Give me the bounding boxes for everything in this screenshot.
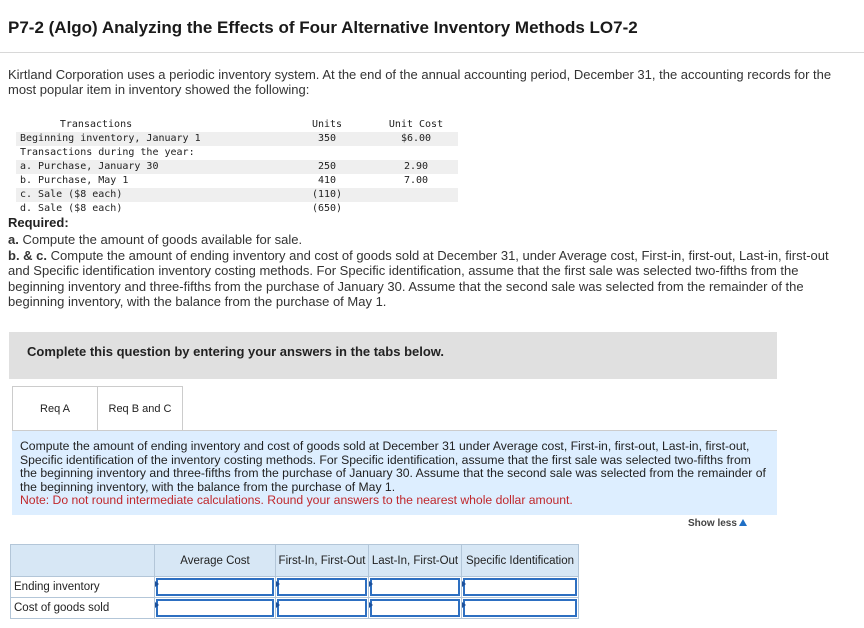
transaction-row [16,146,458,160]
transaction-row [16,174,458,188]
ending-inventory-fifo-cell [276,577,369,598]
page-title: P7-2 (Algo) Analyzing the Effects of Four Alternative Inventory Methods LO7-2 [8,18,638,37]
transactions-table [16,118,458,216]
transaction-units: 350 [317,133,337,144]
show-less-label: Show less [688,518,737,529]
transaction-cost: 2.90 [403,161,429,172]
caret-icon [155,602,159,608]
col-lifo: Last-In, First-Out [369,545,462,577]
panel-instructions: Compute the amount of ending inventory and cost of goods sold at December 31 under Average cost, First-in, first-out, Last-in, first-out, Specific identification of the inventory costing methods. For Specific identification, assume that the first sale was selected two-fifths from the beginning inventory and three-fifths from the purchase of January 30. Assume that the second sale was selected from the remainder of the beginning inventory, with the balance from the purchase of May 1. [20,439,766,494]
caret-icon [369,581,373,587]
transaction-desc: d. Sale ($8 each) [20,203,123,214]
transaction-desc: Transactions during the year: [20,147,195,158]
transaction-units: (650) [311,203,343,214]
panel-note: Note: Do not round intermediate calculations. Round your answers to the nearest whole dollar amount. [20,493,573,507]
unit-cost-header: Unit Cost [388,119,444,130]
answer-table [10,544,579,619]
ending-inventory-lifo-cell [369,577,462,598]
triangle-up-icon [739,519,747,526]
cogs-fifo-cell [276,598,369,619]
transaction-units: 250 [317,161,337,172]
col-average-cost: Average Cost [155,545,276,577]
req-a-text: Compute the amount of goods available for sale. [18,232,303,247]
ending-inventory-specific-input[interactable] [463,578,577,596]
intro-text: Kirtland Corporation uses a periodic inventory system. At the end of the annual accounting period, December 31, the accounting records for the most popular item in inventory showed the following: [8,67,832,97]
req-bc-text: Compute the amount of ending inventory and cost of goods sold at December 31, under Average cost, First-in, first-out, Last-in, first-out and Specific identification inventory costing methods. For Specific identification, assume that the first sale was selected two-fifths from the beginning inventory and three-fifths from the purchase of January 30. Assume that the second sale was selected from the remainder of the beginning inventory, with the balance from the purchase of May 1. [8,247,829,309]
answer-header-row [11,545,579,577]
units-header: Units [311,119,343,130]
transaction-row [16,202,458,216]
question-panel-text [20,440,770,508]
transaction-desc: a. Purchase, January 30 [20,161,159,172]
table-row [11,598,579,619]
caret-icon [369,602,373,608]
transaction-desc: b. Purchase, May 1 [20,175,129,186]
tab-req-a[interactable]: Req A [12,386,97,431]
transaction-units: 410 [317,175,337,186]
ending-inventory-specific-cell [462,577,579,598]
cogs-fifo-input[interactable] [277,599,367,617]
caret-icon [276,581,280,587]
title-divider [0,52,864,53]
row-label-ending-inventory: Ending inventory [11,577,155,598]
transaction-cost: 7.00 [403,175,429,186]
required-heading: Required: [8,215,69,230]
transaction-desc: c. Sale ($8 each) [20,189,123,200]
answer-header-blank [11,545,155,577]
tab-req-b-and-c[interactable]: Req B and C [97,386,183,431]
caret-icon [155,581,159,587]
cogs-specific-cell [462,598,579,619]
show-less-toggle[interactable] [688,518,747,529]
row-label-cost-of-goods-sold: Cost of goods sold [11,598,155,619]
cogs-lifo-cell [369,598,462,619]
required-text [8,232,852,310]
transaction-row [16,132,458,146]
transaction-row [16,188,458,202]
ending-inventory-fifo-input[interactable] [277,578,367,596]
caret-icon [462,581,466,587]
transaction-units: (110) [311,189,343,200]
transaction-cost: $6.00 [400,133,432,144]
cogs-specific-input[interactable] [463,599,577,617]
cogs-average-cell [155,598,276,619]
cogs-lifo-input[interactable] [370,599,460,617]
transactions-header: Transactions [59,119,133,130]
caret-icon [462,602,466,608]
transaction-desc: Beginning inventory, January 1 [20,133,201,144]
ending-inventory-average-input[interactable] [156,578,274,596]
table-row [11,577,579,598]
cogs-average-input[interactable] [156,599,274,617]
req-a-label: a. [8,232,19,247]
transactions-header-row [16,118,458,132]
ending-inventory-average-cell [155,577,276,598]
req-bc-label: b. & c. [8,247,48,263]
instruction-banner-text: Complete this question by entering your answers in the tabs below. [27,344,445,359]
col-fifo: First-In, First-Out [276,545,369,577]
caret-icon [276,602,280,608]
col-specific-identification: Specific Identification [462,545,579,577]
ending-inventory-lifo-input[interactable] [370,578,460,596]
transaction-row [16,160,458,174]
